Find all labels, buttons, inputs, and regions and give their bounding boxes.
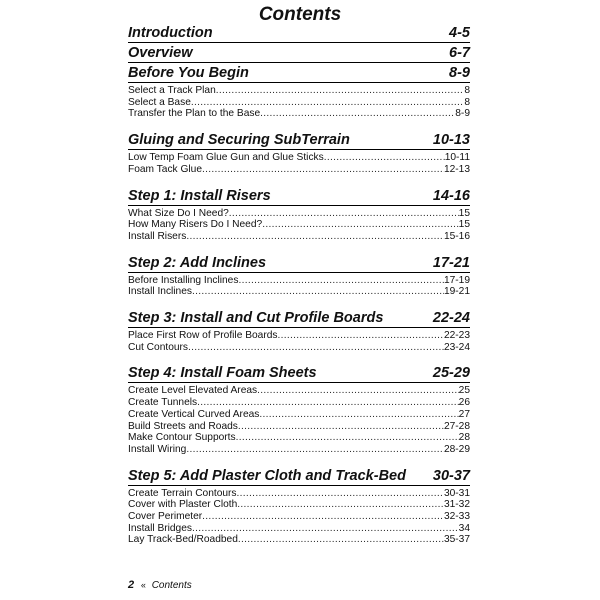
toc-entry[interactable]: [128, 342, 470, 354]
entry-label: Select a Base: [128, 96, 191, 108]
entry-page: 10-11: [444, 152, 470, 164]
toc-entry[interactable]: [128, 275, 470, 287]
toc-entry[interactable]: [128, 219, 470, 231]
section-heading[interactable]: [128, 189, 470, 206]
footer-page-number: 2: [128, 579, 135, 591]
entry-label: Low Temp Foam Glue Gun and Glue Sticks: [128, 152, 324, 164]
page-title: Contents: [258, 4, 342, 25]
section-title: Overview: [128, 45, 193, 61]
entry-label: Cover with Plaster Cloth: [128, 499, 238, 511]
dot-leader: [262, 219, 458, 231]
section-title: Step 4: Install Foam Sheets: [128, 365, 317, 382]
entry-label: How Many Risers Do I Need?: [128, 219, 263, 231]
toc-section: [128, 366, 470, 455]
entry-label: What Size Do I Need?: [128, 207, 229, 219]
toc-entry[interactable]: [128, 385, 470, 397]
entry-page: 22-23: [443, 330, 470, 342]
entry-label: Install Risers: [128, 230, 187, 242]
toc-entry[interactable]: [128, 208, 470, 220]
entry-page: 28-29: [443, 443, 470, 455]
dot-leader: [237, 499, 444, 511]
section-heading[interactable]: [128, 469, 470, 486]
dot-leader: [202, 511, 444, 523]
entry-label: Cut Contours: [128, 341, 189, 353]
entry-page: 23-24: [443, 341, 470, 353]
entry-label: Install Inclines: [128, 286, 192, 298]
section-heading[interactable]: [128, 311, 470, 328]
entry-page: 26: [458, 397, 470, 409]
entry-label: Make Contour Supports: [128, 432, 236, 444]
entry-label: Transfer the Plan to the Base: [128, 108, 261, 120]
entry-page: 34: [458, 522, 470, 534]
toc-section: [128, 26, 470, 43]
dot-leader: [324, 152, 445, 164]
section-pages: 22-24: [432, 310, 470, 327]
entry-page: 35-37: [443, 534, 470, 546]
dot-leader: [236, 432, 459, 444]
section-heading[interactable]: [128, 133, 470, 150]
dot-leader: [259, 409, 458, 421]
entry-label: Place First Row of Profile Boards: [128, 330, 278, 342]
toc-entry[interactable]: [128, 97, 470, 109]
toc-entry[interactable]: [128, 488, 470, 500]
entry-label: Select a Track Plan: [128, 85, 216, 96]
dot-leader: [238, 275, 444, 287]
entry-page: 8: [464, 85, 470, 96]
toc-entry[interactable]: [128, 499, 470, 511]
dot-leader: [188, 342, 444, 354]
entry-page: 25: [458, 385, 470, 397]
toc-entry[interactable]: [128, 421, 470, 433]
dot-leader: [216, 85, 465, 97]
section-heading[interactable]: [128, 256, 470, 273]
section-heading[interactable]: [128, 366, 470, 383]
toc-entry[interactable]: [128, 534, 470, 546]
entry-label: Foam Tack Glue: [128, 163, 202, 175]
entry-page: 27-28: [443, 420, 470, 432]
entry-label: Cover Perimeter: [128, 511, 203, 523]
section-pages: 14-16: [432, 187, 470, 204]
section-heading[interactable]: [128, 26, 470, 43]
section-pages: 6-7: [449, 45, 470, 61]
dot-leader: [237, 488, 444, 500]
toc-section: [128, 133, 470, 175]
dot-leader: [192, 523, 459, 535]
section-pages: 30-37: [432, 467, 470, 484]
dot-leader: [277, 330, 443, 342]
entry-page: 15: [458, 207, 470, 219]
section-title: Gluing and Securing SubTerrain: [128, 132, 350, 149]
toc-section: [128, 256, 470, 298]
toc-section: [128, 469, 470, 547]
dot-leader: [186, 444, 444, 456]
section-title: Step 5: Add Plaster Cloth and Track-Bed: [128, 467, 406, 484]
section-pages: 8-9: [449, 65, 470, 81]
section-heading[interactable]: [128, 66, 470, 83]
page-footer: [128, 579, 192, 591]
toc-section: [128, 189, 470, 243]
entry-page: 12-13: [443, 163, 470, 175]
entry-label: Create Tunnels: [128, 397, 198, 409]
entry-label: Create Level Elevated Areas: [128, 385, 258, 397]
entry-label: Install Bridges: [128, 522, 192, 534]
entry-label: Lay Track-Bed/Roadbed: [128, 534, 238, 546]
entry-label: Create Vertical Curved Areas: [128, 408, 260, 420]
section-title: Step 1: Install Risers: [128, 187, 271, 204]
table-of-contents: [128, 26, 470, 559]
entry-label: Before Installing Inclines: [128, 274, 239, 286]
dot-leader: [191, 97, 464, 109]
entry-page: 8: [464, 96, 470, 108]
entry-page: 28: [458, 432, 470, 444]
entry-label: Install Wiring: [128, 443, 187, 455]
section-pages: 10-13: [432, 132, 470, 149]
section-heading[interactable]: [128, 46, 470, 63]
entry-page: 32-33: [443, 511, 470, 523]
dot-leader: [257, 385, 459, 397]
entry-page: 27: [458, 408, 470, 420]
toc-section: [128, 311, 470, 353]
footer-label: Contents: [151, 580, 192, 591]
toc-entry[interactable]: [128, 432, 470, 444]
toc-entry[interactable]: [128, 523, 470, 535]
toc-entry[interactable]: [128, 511, 470, 523]
entry-page: 19-21: [443, 286, 470, 298]
dot-leader: [192, 286, 444, 298]
toc-entry[interactable]: [128, 286, 470, 298]
dot-leader: [260, 108, 455, 120]
entry-page: 17-19: [443, 274, 470, 286]
toc-entry[interactable]: [128, 397, 470, 409]
footer-separator: «: [140, 580, 146, 590]
dot-leader: [186, 231, 444, 243]
entry-page: 15: [458, 219, 470, 231]
toc-section: [128, 66, 470, 120]
toc-entry[interactable]: [128, 108, 470, 120]
toc-entry[interactable]: [128, 152, 470, 164]
section-title: Introduction: [128, 25, 213, 41]
dot-leader: [238, 534, 444, 546]
toc-section: [128, 46, 470, 63]
section-pages: 25-29: [432, 365, 470, 382]
entry-label: Build Streets and Roads: [128, 420, 238, 432]
section-pages: 17-21: [432, 254, 470, 271]
dot-leader: [197, 397, 459, 409]
toc-entry[interactable]: [128, 164, 470, 176]
section-title: Before You Begin: [128, 65, 249, 81]
section-title: Step 3: Install and Cut Profile Boards: [128, 310, 384, 327]
section-pages: 4-5: [449, 25, 470, 41]
dot-leader: [229, 208, 459, 220]
toc-entry[interactable]: [128, 330, 470, 342]
entry-page: 30-31: [443, 487, 470, 499]
dot-leader: [238, 421, 444, 433]
entry-page: 8-9: [455, 108, 470, 120]
entry-page: 31-32: [443, 499, 470, 511]
entry-page: 15-16: [443, 230, 470, 242]
toc-entry[interactable]: [128, 444, 470, 456]
toc-entry[interactable]: [128, 409, 470, 421]
section-title: Step 2: Add Inclines: [128, 254, 267, 271]
dot-leader: [202, 164, 444, 176]
entry-label: Create Terrain Contours: [128, 487, 237, 499]
toc-entry[interactable]: [128, 231, 470, 243]
toc-entry[interactable]: [128, 85, 470, 97]
